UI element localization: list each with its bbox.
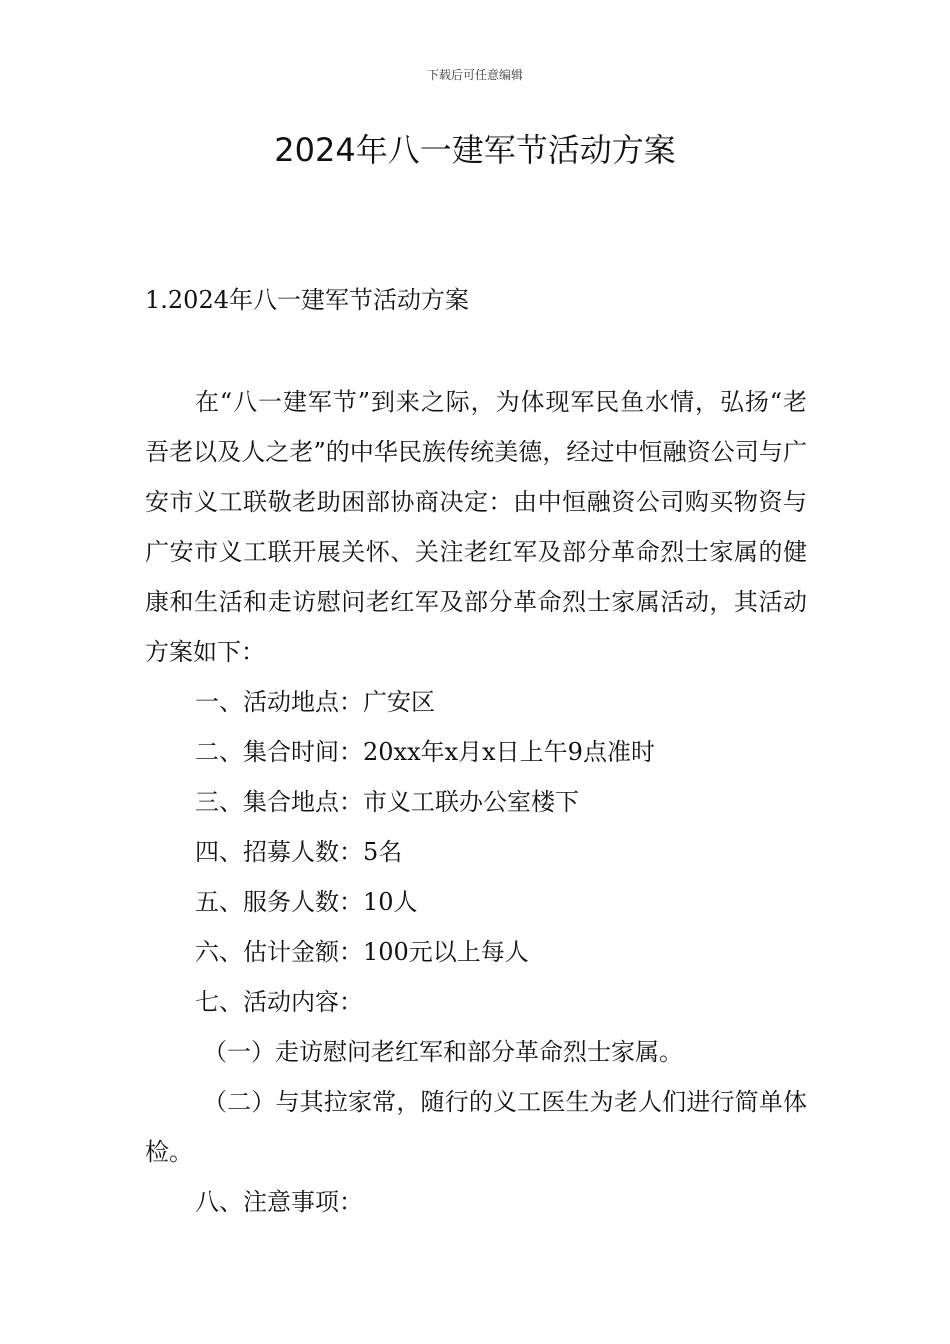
item-activity-content: 七、活动内容： (195, 988, 363, 1016)
item-service-count: 五、服务人数：10人 (195, 888, 418, 916)
item-time: 二、集合时间：20xx年x月x日上午9点准时 (195, 738, 655, 766)
header-note: 下载后可任意编辑 (426, 68, 523, 82)
item-notes: 八、注意事项： (195, 1188, 363, 1216)
document-body (145, 377, 807, 1227)
item-location: 一、活动地点：广安区 (195, 688, 435, 716)
sub-item-visit: （一）走访慰问老红军和部分革命烈士家属。 (203, 1038, 683, 1066)
sub-item-checkup: （二）与其拉家常，随行的义工医生为老人们进行简单体检。 (145, 1088, 807, 1166)
document-title: 2024年八一建军节活动方案 (274, 131, 676, 169)
section-heading: 1.2024年八一建军节活动方案 (145, 286, 469, 314)
item-meeting-place: 三、集合地点：市义工联办公室楼下 (195, 788, 579, 816)
intro-paragraph: 在“八一建军节”到来之际，为体现军民鱼水情，弘扬“老吾老以及人之老”的中华民族传统美德，经过中恒融资公司与广安市义工联敬老助困部协商决定：由中恒融资公司购买物资与广安市义工联开展关怀、关注老红军及部分革命烈士家属的健康和生活和走访慰问老红军及部分革命烈士家属活动，其活动方案如下： (145, 388, 807, 666)
item-recruit-count: 四、招募人数：5名 (195, 838, 403, 866)
item-estimated-amount: 六、估计金额：100元以上每人 (195, 938, 529, 966)
